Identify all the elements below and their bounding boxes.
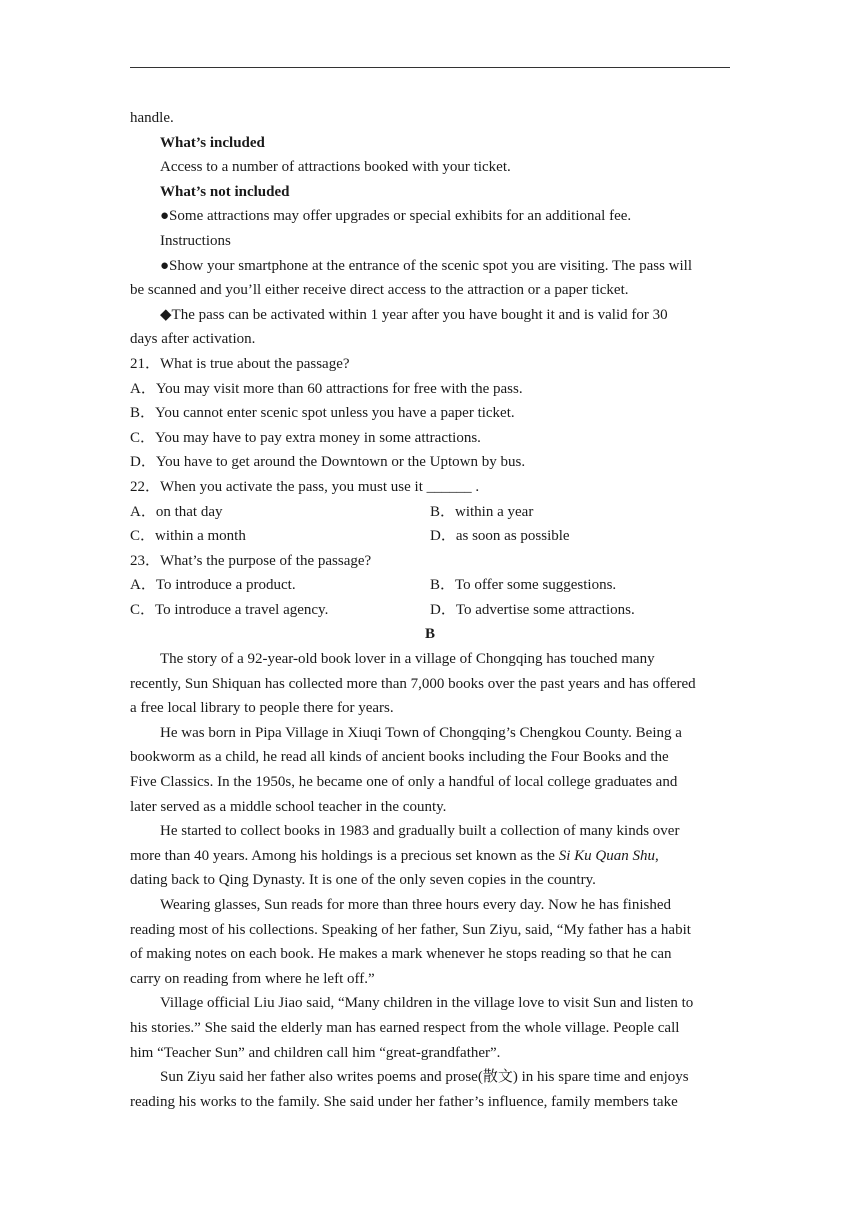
question-21-stem: 21．What is true about the passage? [130,355,350,372]
page-content [130,106,730,1114]
question-22-option-c: C．within a month [130,528,246,545]
p5-line-3: him “Teacher Sun” and children call him “great-grandfather”. [130,1044,501,1061]
p4-line-3: of making notes on each book. He makes a mark whenever he stops reading so that he can [130,946,672,963]
p1-line-3: a free local library to people there for years. [130,700,394,717]
p1-line-1: The story of a 92-year-old book lover in a village of Chongqing has touched many [160,651,655,668]
question-22-options-row-1 [130,500,730,525]
p2-line-2: bookworm as a child, he read all kinds of ancient books including the Four Books and the [130,749,669,766]
instruction-1-line-1: ●Show your smartphone at the entrance of the scenic spot you are visiting. The pass will [160,257,692,274]
p6-line-2: reading his works to the family. She said under her father’s influence, family members take [130,1093,678,1110]
p1-line-2: recently, Sun Shiquan has collected more than 7,000 books over the past years and has offered [130,675,696,692]
p3-line-1: He started to collect books in 1983 and gradually built a collection of many kinds over [160,823,680,840]
question-22-option-d: D．as soon as possible [430,528,570,545]
p3-line-2-pre: more than 40 years. Among his holdings is a precious set known as the [130,847,559,864]
p2-line-3: Five Classics. In the 1950s, he became one of only a handful of local college graduates and [130,774,678,791]
p3-line-2-post: , [654,847,659,864]
question-21-option-a: A．You may visit more than 60 attractions for free with the pass. [130,380,523,397]
continued-text: handle. [130,110,174,126]
question-23-option-a: A．To introduce a product. [130,577,296,594]
question-22-option-a: A．on that day [130,503,223,520]
p6-line-1: Sun Ziyu said her father also writes poems and prose(散文) in his spare time and enjoys [160,1069,689,1086]
not-included-heading: What’s not included [160,183,290,200]
question-22-stem: 22．When you activate the pass, you must use it ______ . [130,478,480,495]
question-21-option-b: B．You cannot enter scenic spot unless you have a paper ticket. [130,405,515,422]
question-23-options-row-2 [130,598,730,623]
section-b-heading: B [424,626,435,643]
instruction-2-line-1: ◆The pass can be activated within 1 year after you have bought it and is valid for 30 [160,306,668,323]
question-23-option-c: C．To introduce a travel agency. [130,601,329,618]
question-21-option-c: C．You may have to pay extra money in some attractions. [130,429,481,446]
p5-line-2: his stories.” She said the elderly man has earned respect from the whole village. People call [130,1019,680,1036]
p2-line-1: He was born in Pipa Village in Xiuqi Town of Chongqing’s Chengkou County. Being a [160,724,682,741]
question-22-options-row-2 [130,524,730,549]
p4-line-2: reading most of his collections. Speaking of her father, Sun Ziyu, said, “My father has a habit [130,921,691,938]
not-included-text: ●Some attractions may offer upgrades or special exhibits for an additional fee. [160,208,632,225]
p4-line-4: carry on reading from where he left off.” [130,970,375,987]
p4-line-1: Wearing glasses, Sun reads for more than three hours every day. Now he has finished [160,897,672,913]
question-22-option-b: B．within a year [430,503,534,520]
p5-line-1: Village official Liu Jiao said, “Many children in the village love to visit Sun and listen to [160,995,694,1012]
included-text: Access to a number of attractions booked with your ticket. [160,159,511,176]
p3-line-2 [130,844,730,869]
question-21-option-d: D．You have to get around the Downtown or the Uptown by bus. [130,454,526,471]
header-rule [130,67,730,68]
instruction-1-line-2: be scanned and you’ll either receive direct access to the attraction or a paper ticket. [130,282,629,299]
question-23-option-b: B．To offer some suggestions. [430,577,617,594]
question-23-stem: 23．What’s the purpose of the passage? [130,552,372,569]
p2-line-4: later served as a middle school teacher in the county. [130,798,447,815]
question-23-option-d: D．To advertise some attractions. [430,601,635,618]
instruction-2-line-2: days after activation. [130,331,256,348]
p3-line-3: dating back to Qing Dynasty. It is one of the only seven copies in the country. [130,872,596,889]
question-23-options-row-1 [130,573,730,598]
book-title: Si Ku Quan Shu [558,847,655,864]
instructions-heading: Instructions [160,232,231,249]
included-heading: What’s included [160,134,265,151]
